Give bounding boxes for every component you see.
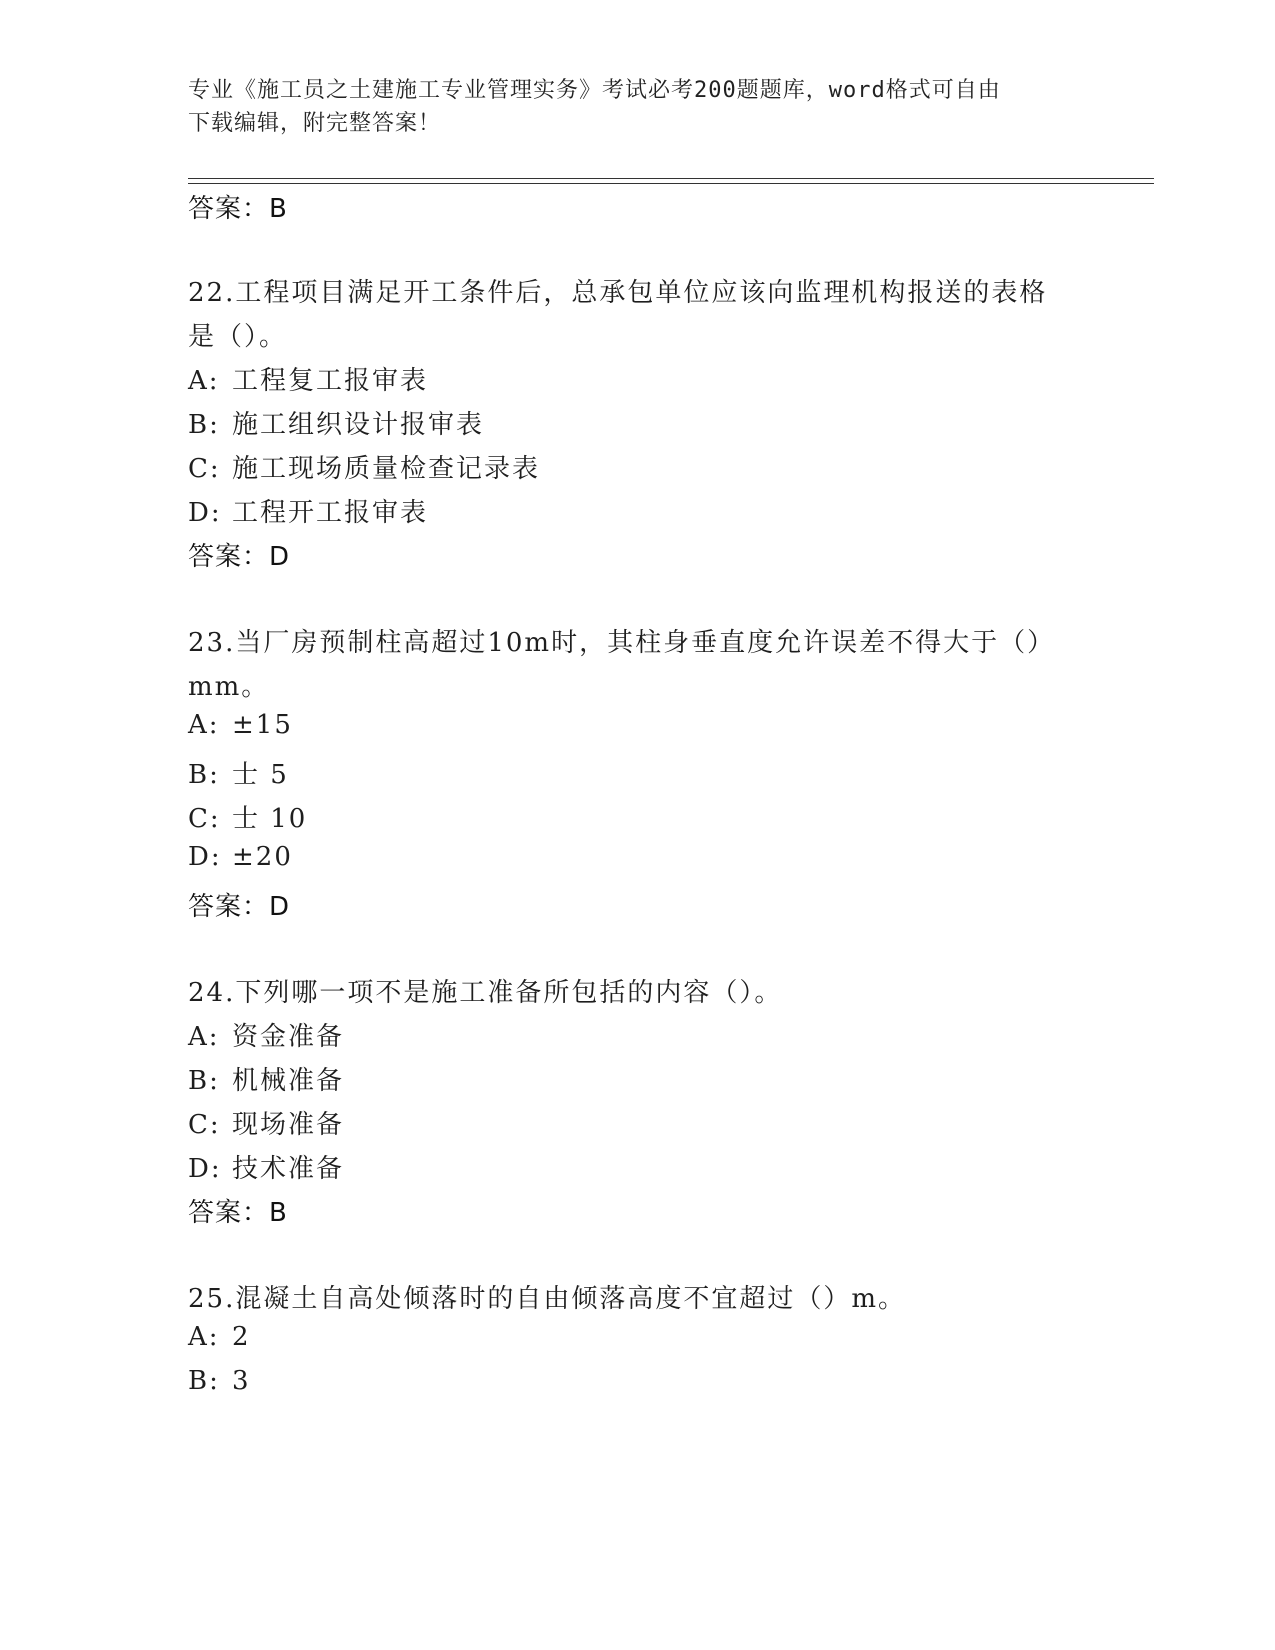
option-b bbox=[188, 1060, 344, 1097]
question-stem: 25.混凝土自高处倾落时的自由倾落高度不宜超过（）m。 bbox=[188, 1284, 907, 1314]
option-letter: A: bbox=[188, 710, 220, 740]
header-line-2: 下载编辑，附完整答案！ bbox=[188, 111, 442, 136]
option-letter: D: bbox=[188, 498, 222, 528]
option-a bbox=[188, 1322, 251, 1352]
option-text: 现场准备 bbox=[232, 1110, 345, 1140]
header-line-1: 专业《施工员之土建施工专业管理实务》考试必考200题题库，word格式可自由 bbox=[188, 78, 1001, 103]
option-letter: A: bbox=[188, 1322, 220, 1352]
option-b bbox=[188, 754, 289, 791]
answer-line: 答案：D bbox=[188, 892, 291, 922]
question-stem: 23.当厂房预制柱高超过10m时，其柱身垂直度允许误差不得大于（） bbox=[188, 628, 1056, 658]
option-text: 机械准备 bbox=[232, 1066, 345, 1096]
option-letter: D: bbox=[188, 1154, 222, 1184]
question-stem-continued: mm。 bbox=[188, 672, 270, 702]
option-b bbox=[188, 1366, 251, 1396]
option-c bbox=[188, 448, 540, 485]
answer-line: 答案：B bbox=[188, 194, 288, 224]
option-b bbox=[188, 404, 484, 441]
option-text: 3 bbox=[232, 1366, 251, 1396]
answer-line: 答案：B bbox=[188, 1198, 288, 1228]
option-text: 工程复工报审表 bbox=[232, 366, 429, 396]
option-d bbox=[188, 492, 428, 529]
question-stem: 22.工程项目满足开工条件后，总承包单位应该向监理机构报送的表格 bbox=[188, 278, 1048, 308]
option-letter: C: bbox=[188, 454, 221, 484]
option-letter: B: bbox=[188, 760, 220, 790]
document-header bbox=[188, 74, 1078, 140]
option-d bbox=[188, 842, 293, 872]
option-text: 2 bbox=[232, 1322, 251, 1352]
option-c bbox=[188, 1104, 344, 1141]
option-letter: A: bbox=[188, 366, 220, 396]
option-text: 施工组织设计报审表 bbox=[232, 410, 485, 440]
option-a bbox=[188, 1016, 344, 1053]
option-letter: B: bbox=[188, 1066, 220, 1096]
option-text: 工程开工报审表 bbox=[232, 498, 429, 528]
option-text: 资金准备 bbox=[232, 1022, 345, 1052]
option-text: 施工现场质量检查记录表 bbox=[232, 454, 541, 484]
question-stem-continued: 是（）。 bbox=[188, 322, 288, 352]
option-letter: C: bbox=[188, 804, 221, 834]
header-divider-top bbox=[188, 178, 1154, 179]
header-divider-bottom bbox=[188, 183, 1154, 184]
option-a bbox=[188, 710, 293, 740]
option-text: 士 10 bbox=[232, 804, 308, 834]
question-stem: 24.下列哪一项不是施工准备所包括的内容（）。 bbox=[188, 978, 783, 1008]
option-text: ±20 bbox=[232, 842, 293, 872]
option-letter: A: bbox=[188, 1022, 220, 1052]
option-text: 技术准备 bbox=[232, 1154, 345, 1184]
option-letter: B: bbox=[188, 1366, 220, 1396]
answer-line: 答案：D bbox=[188, 542, 291, 572]
option-a bbox=[188, 360, 428, 397]
option-text: ±15 bbox=[232, 710, 293, 740]
option-letter: B: bbox=[188, 410, 220, 440]
option-letter: C: bbox=[188, 1110, 221, 1140]
option-c bbox=[188, 798, 307, 835]
option-d bbox=[188, 1148, 344, 1185]
option-text: 士 5 bbox=[232, 760, 289, 790]
option-letter: D: bbox=[188, 842, 222, 872]
